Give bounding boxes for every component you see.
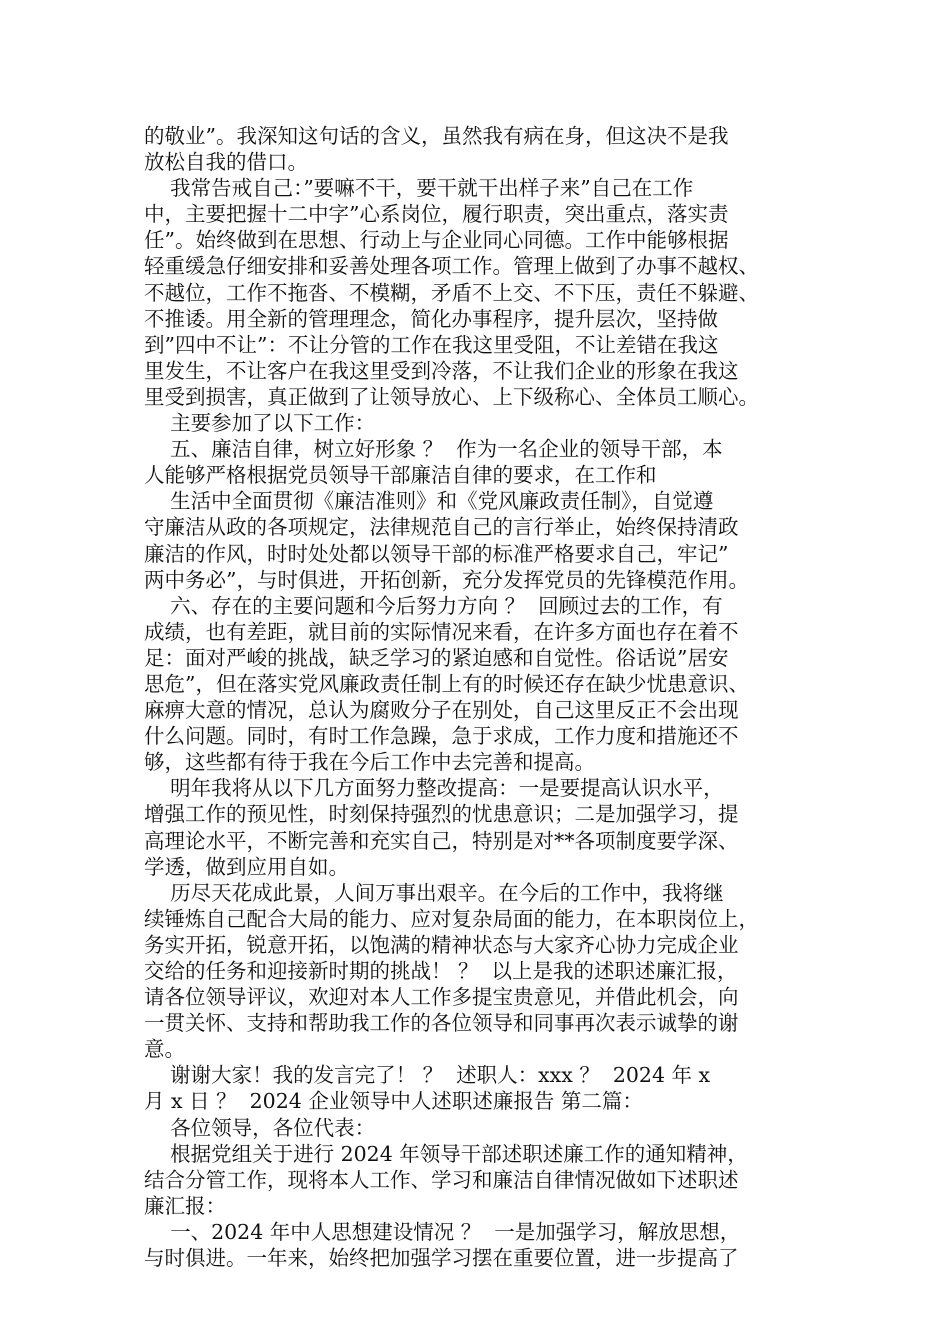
- text-line: 廉汇报：: [144, 1193, 226, 1218]
- text-line: 不越位，工作不拖沓、不模糊，矛盾不上交、不下压，责任不躲避、: [144, 280, 759, 305]
- text-line: 的敬业”。我深知这句话的含义，虽然我有病在身，但这决不是我: [144, 124, 729, 148]
- text-line: 主要参加了以下工作：: [144, 411, 376, 436]
- text-line: 我常告戒自己：”要嘛不干，要干就干出样子来”自己在工作: [144, 176, 694, 201]
- text-line: 不推诿。用全新的管理理念，简化办事程序，提升层次，坚持做: [144, 306, 718, 331]
- text-line: 续锤炼自己配合大局的能力、应对复杂局面的能力，在本职岗位上，: [144, 906, 759, 931]
- text-line: 守廉洁从政的各项规定，法律规范自己的言行举止，始终保持清政: [144, 515, 739, 540]
- text-line: 请各位领导评议，欢迎对本人工作多提宝贵意见，并借此机会，向: [144, 985, 739, 1010]
- text-line: 思危”，但在落实党风廉政责任制上有的时候还存在缺少忧患意识、: [144, 671, 749, 696]
- text-line: 高理论水平，不断完善和充实自己，特别是对**各项制度要学深、: [144, 828, 739, 853]
- document-body: [144, 123, 824, 1271]
- text-line: 结合分管工作，现将本人工作、学习和廉洁自律情况做如下述职述: [144, 1167, 739, 1192]
- text-line: 两中务必”，与时俱进，开拓创新，充分发挥党员的先锋模范作用。: [144, 567, 749, 592]
- text-line: 一贯关怀、支持和帮助我工作的各位领导和同事再次表示诚挚的谢: [144, 1011, 739, 1036]
- text-line: 成绩，也有差距，就目前的实际情况来看，在许多方面也存在着不: [144, 619, 739, 644]
- text-line: 意。: [144, 1037, 185, 1062]
- text-line: 中，主要把握十二中字”心系岗位，履行职责，突出重点，落实责: [144, 202, 729, 227]
- text-line: 交给的任务和迎接新时期的挑战！ ？ 以上是我的述职述廉汇报，: [144, 959, 738, 983]
- text-line: 一、2024 年中人思想建设情况 ？ 一是加强学习，解放思想，: [144, 1219, 741, 1244]
- text-line: 麻痹大意的情况，总认为腐败分子在别处，自己这里反正不会出现: [144, 698, 739, 723]
- text-line: 根据党组关于进行 2024 年领导干部述职述廉工作的通知精神，: [144, 1141, 748, 1166]
- text-line: 增强工作的预见性，时刻保持强烈的忧患意识；二是加强学习，提: [144, 802, 739, 827]
- text-line: 各位领导，各位代表：: [144, 1115, 376, 1140]
- text-line: 足：面对严峻的挑战，缺乏学习的紧迫感和自觉性。俗话说”居安: [144, 645, 729, 670]
- text-line: 务实开拓，锐意开拓，以饱满的精神状态与大家齐心协力完成企业: [144, 932, 739, 957]
- text-line: 任”。始终做到在思想、行动上与企业同心同德。工作中能够根据: [144, 228, 729, 253]
- text-line: 放松自我的借口。: [144, 150, 308, 175]
- text-line: 人能够严格根据党员领导干部廉洁自律的要求，在工作和: [144, 463, 657, 488]
- text-line: 廉洁的作风，时时处处都以领导干部的标准严格要求自己，牢记”: [144, 541, 729, 566]
- text-line: 里受到损害，真正做到了让领导放心、上下级称心、全体员工顺心。: [144, 384, 759, 409]
- text-line: 六、存在的主要问题和今后努力方向 ？ 回顾过去的工作，有: [144, 593, 723, 618]
- text-line: 历尽天花成此景，人间万事出艰辛。在今后的工作中，我将继: [144, 880, 724, 905]
- text-line: 明年我将从以下几方面努力整改提高：一是要提高认识水平，: [144, 776, 724, 801]
- text-line: 到”四中不让”：不让分管的工作在我这里受阻，不让差错在我这: [144, 332, 719, 357]
- text-line: 里发生，不让客户在我这里受到冷落，不让我们企业的形象在我这: [144, 358, 739, 383]
- text-line: 月 x 日 ？ 2024 企业领导中人述职述廉报告 第二篇：: [144, 1089, 643, 1114]
- text-line: 生活中全面贯彻《廉洁准则》和《党风廉政责任制》，自觉遵: [144, 489, 714, 514]
- text-line: 谢谢大家！我的发言完了！ ？ 述职人：xxx ？ 2024 年 x: [144, 1063, 711, 1088]
- text-line: 什么问题。同时，有时工作急躁，急于求成，工作力度和措施还不: [144, 724, 739, 749]
- text-line: 学透，做到应用自如。: [144, 854, 349, 879]
- text-line: 与时俱进。一年来，始终把加强学习摆在重要位置，进一步提高了: [144, 1246, 739, 1271]
- text-line: 五、廉洁自律，树立好形象 ？ 作为一名企业的领导干部，本: [144, 437, 723, 462]
- text-line: 轻重缓急仔细安排和妥善处理各项工作。管理上做到了办事不越权、: [144, 254, 759, 279]
- text-line: 够，这些都有待于我在今后工作中去完善和提高。: [144, 750, 595, 775]
